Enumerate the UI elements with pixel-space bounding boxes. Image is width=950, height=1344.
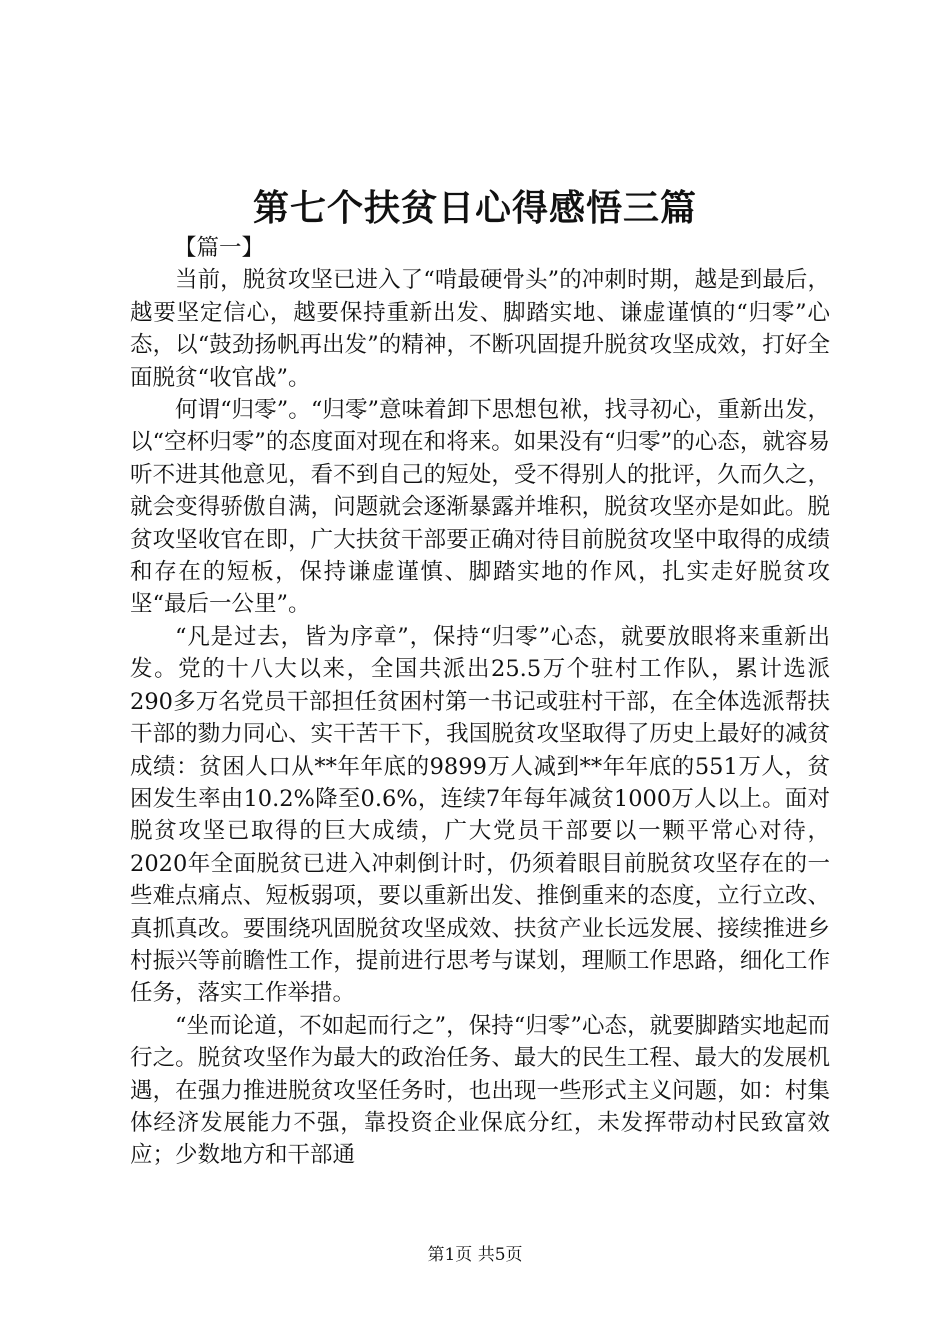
paragraph-4: “坐而论道，不如起而行之”，保持“归零”心态，就要脚踏实地起而行之。脱贫攻坚作为最大的政治任务、最大的民生工程、最大的发展机遇，在强力推进脱贫攻坚任务时，也出现一些形式主义问题，如：村集体经济发展能力不强，靠投资企业保底分红，未发挥带动村民致富效应；少数地方和干部通: [130, 1012, 830, 1169]
page-footer: 第1页 共5页: [427, 1245, 523, 1265]
paragraph-3: “凡是过去，皆为序章”，保持“归零”心态，就要放眼将来重新出发。党的十八大以来，全国共派出25.5万个驻村工作队，累计选派290多万名党员干部担任贫困村第一书记或驻村干部，在全体选派帮扶干部的勠力同心、实干苦干下，我国脱贫攻坚取得了历史上最好的减贫成绩：贫困人口从**年年底的9899万人减到**年年底的551万人，贫困发生率由10.2%降至0.6%，连续7年每年减贫1000万人以上。面对脱贫攻坚已取得的巨大成绩，广大党员干部要以一颗平常心对待，2020年全面脱贫已进入冲刺倒计时，仍须着眼目前脱贫攻坚存在的一些难点痛点、短板弱项，要以重新出发、推倒重来的态度，立行立改、真抓真改。要围绕巩固脱贫攻坚成效、扶贫产业长远发展、接续推进乡村振兴等前瞻性工作，提前进行思考与谋划，理顺工作思路，细化工作任务，落实工作举措。: [130, 623, 830, 1007]
paragraph-1: 当前，脱贫攻坚已进入了“啃最硬骨头”的冲刺时期，越是到最后，越要坚定信心，越要保持重新出发、脚踏实地、谦虚谨慎的“归零”心态，以“鼓劲扬帆再出发”的精神，不断巩固提升脱贫攻坚成效，打好全面脱贫“收官战”。: [130, 267, 830, 391]
paragraph-2: 何谓“归零”。“归零”意味着卸下思想包袱，找寻初心，重新出发，以“空杯归零”的态度面对现在和将来。如果没有“归零”的心态，就容易听不进其他意见，看不到自己的短处，受不得别人的批评，久而久之，就会变得骄傲自满，问题就会逐渐暴露并堆积，脱贫攻坚亦是如此。脱贫攻坚收官在即，广大扶贫干部要正确对待目前脱贫攻坚中取得的成绩和存在的短板，保持谦虚谨慎、脚踏实地的作风，扎实走好脱贫攻坚“最后一公里”。: [130, 397, 830, 618]
section-label: 【篇一】: [174, 235, 265, 261]
document-title: 第七个扶贫日心得感悟三篇: [252, 187, 697, 229]
document-body: [130, 232, 830, 1172]
